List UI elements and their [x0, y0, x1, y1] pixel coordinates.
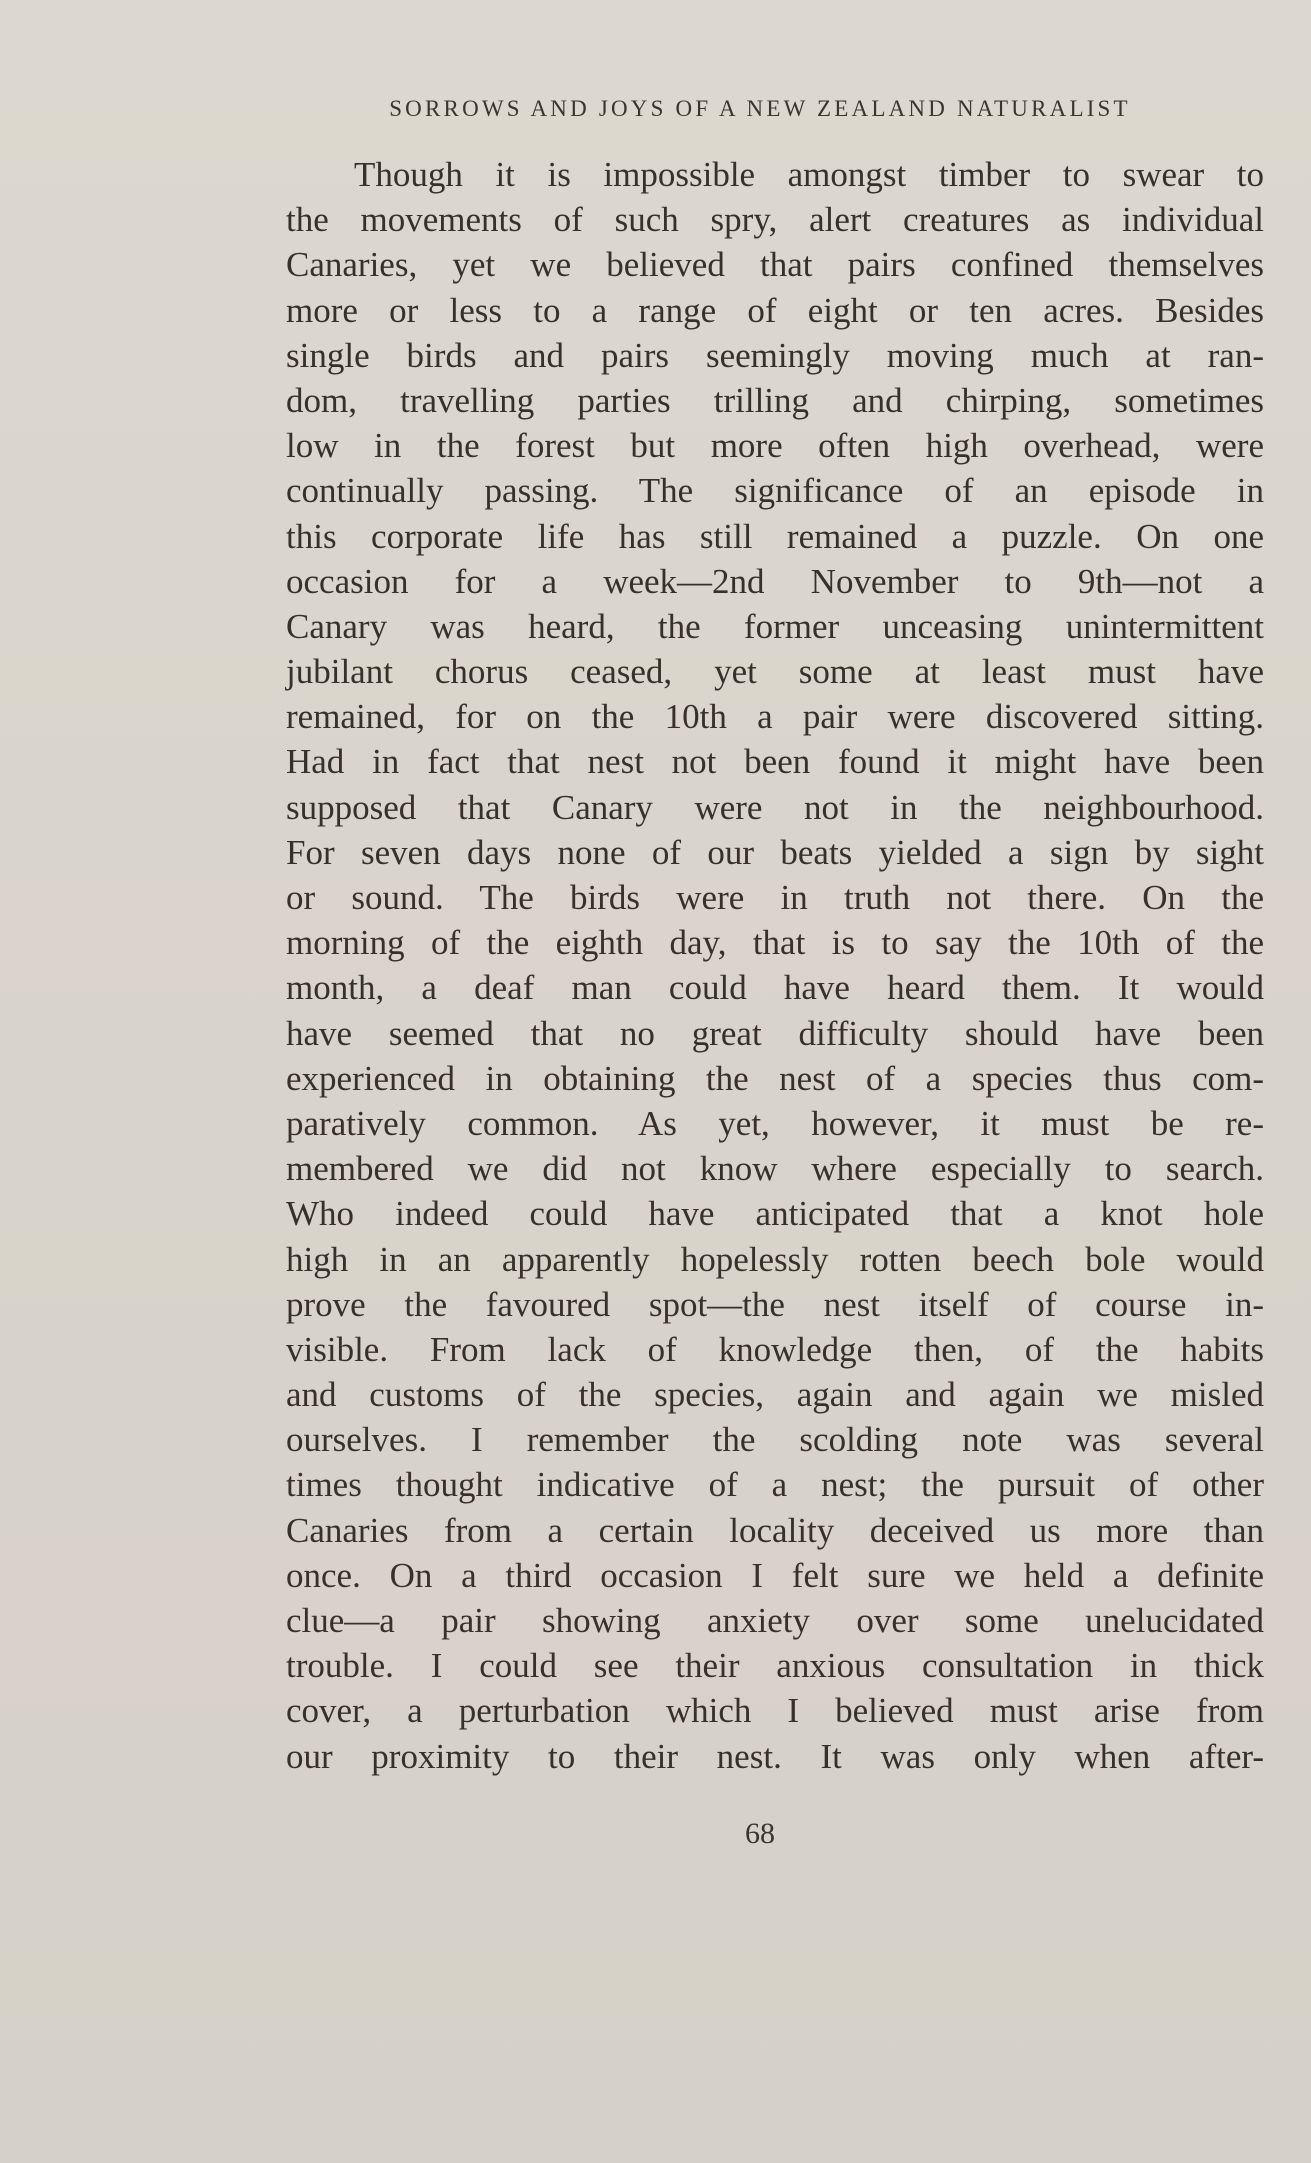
- text-line: morning of the eighth day, that is to say the 10th of the: [286, 923, 1264, 963]
- text-line: cover, a perturbation which I believed must arise from: [286, 1691, 1264, 1731]
- running-head: SORROWS AND JOYS OF A NEW ZEALAND NATURALIST: [389, 96, 1131, 121]
- text-line: remained, for on the 10th a pair were discovered sitting.: [286, 697, 1264, 737]
- text-line: Canaries, yet we believed that pairs confined themselves: [286, 245, 1264, 285]
- text-line: experienced in obtaining the nest of a species thus com-: [286, 1058, 1264, 1098]
- text-line: and customs of the species, again and again we misled: [286, 1375, 1264, 1415]
- text-line: continually passing. The significance of an episode in: [286, 471, 1264, 511]
- page-number: 68: [745, 1817, 775, 1850]
- text-line: membered we did not know where especially to search.: [286, 1149, 1264, 1189]
- text-line: ourselves. I remember the scolding note was several: [286, 1420, 1264, 1460]
- text-line: visible. From lack of knowledge then, of the habits: [286, 1329, 1264, 1369]
- text-line: high in an apparently hopelessly rotten beech bole would: [286, 1239, 1264, 1279]
- text-line: Had in fact that nest not been found it might have been: [286, 742, 1264, 782]
- text-line: times thought indicative of a nest; the pursuit of other: [286, 1465, 1264, 1505]
- text-line: For seven days none of our beats yielded a sign by sight: [286, 832, 1264, 872]
- text-line: once. On a third occasion I felt sure we held a definite: [286, 1555, 1264, 1595]
- text-line: low in the forest but more often high overhead, were: [286, 426, 1264, 466]
- text-line: trouble. I could see their anxious consultation in thick: [286, 1646, 1264, 1686]
- text-line: month, a deaf man could have heard them. It would: [286, 968, 1264, 1008]
- text-line: have seemed that no great difficulty should have been: [286, 1013, 1264, 1053]
- text-line: supposed that Canary were not in the neighbourhood.: [286, 787, 1264, 827]
- text-line: this corporate life has still remained a puzzle. On one: [286, 516, 1264, 556]
- text-line: our proximity to their nest. It was only when after-: [286, 1736, 1264, 1776]
- text-line: more or less to a range of eight or ten acres. Besides: [286, 290, 1264, 330]
- text-line: clue—a pair showing anxiety over some unelucidated: [286, 1601, 1264, 1640]
- text-line: single birds and pairs seemingly moving much at ran-: [286, 335, 1264, 375]
- text-line: the movements of such spry, alert creatures as individual: [286, 200, 1264, 240]
- text-line: Who indeed could have anticipated that a knot hole: [286, 1194, 1264, 1234]
- text-line: Canaries from a certain locality deceived us more than: [286, 1510, 1264, 1550]
- text-line: dom, travelling parties trilling and chirping, sometimes: [286, 380, 1264, 420]
- text-line: Canary was heard, the former unceasing unintermittent: [286, 606, 1264, 646]
- text-line: prove the favoured spot—the nest itself of course in-: [286, 1284, 1264, 1324]
- text-line: jubilant chorus ceased, yet some at least must have: [286, 652, 1264, 692]
- text-line: Though it is impossible amongst timber to swear to: [354, 155, 1264, 194]
- text-line: or sound. The birds were in truth not there. On the: [286, 878, 1264, 917]
- text-line: occasion for a week—2nd November to 9th—not a: [286, 561, 1264, 601]
- body-text: [286, 152, 1264, 1779]
- text-line: paratively common. As yet, however, it must be re-: [286, 1103, 1264, 1143]
